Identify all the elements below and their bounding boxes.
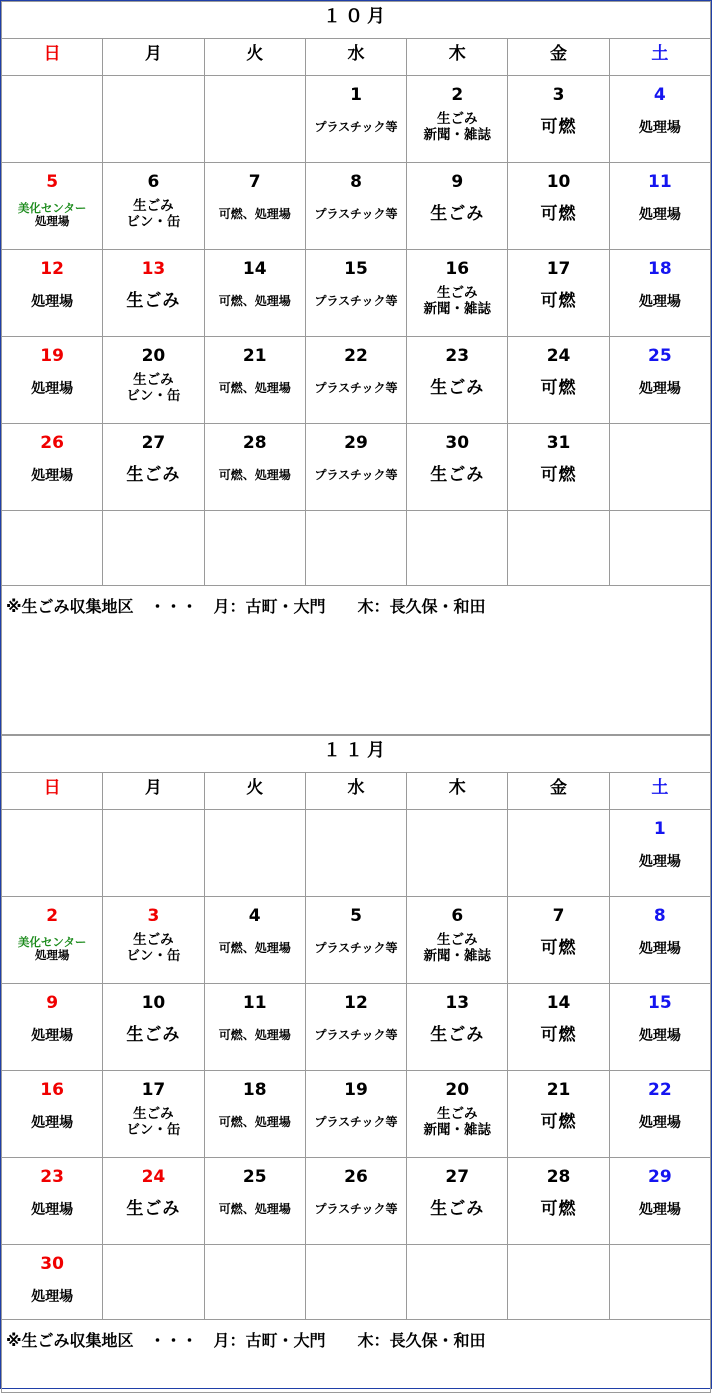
collection-label — [2, 193, 102, 237]
day-cell — [103, 1071, 204, 1158]
collection-label: 可燃、処理場 — [218, 1115, 291, 1130]
day-cell — [508, 1071, 609, 1158]
day-cell — [204, 1071, 305, 1158]
day-number: 30 — [445, 433, 470, 453]
collection-label-line2: ビン・缶 — [126, 948, 181, 964]
collection-label: 処理場 — [31, 467, 74, 484]
collection-label: プラスチック等 — [314, 1028, 398, 1043]
collection-label — [407, 280, 507, 324]
day-number: 17 — [546, 259, 571, 279]
day-number: 25 — [648, 346, 672, 366]
collection-label — [407, 1101, 507, 1145]
day-cell — [609, 76, 710, 163]
november-calendar — [1, 735, 711, 1393]
day-number: 10 — [546, 172, 571, 192]
collection-label — [2, 927, 102, 971]
collection-area-note: ※生ごみ収集地区 ・・・ 月：古町・大門 木：長久保・和田 — [2, 1320, 711, 1393]
day-number: 2 — [46, 906, 59, 926]
day-cell — [103, 76, 204, 163]
week-row — [2, 511, 711, 586]
day-number: 4 — [248, 906, 261, 926]
day-cell — [305, 76, 406, 163]
day-cell — [204, 1158, 305, 1245]
collection-label: プラスチック等 — [314, 1115, 398, 1130]
day-cell — [305, 1071, 406, 1158]
day-cell — [609, 250, 710, 337]
day-cell — [407, 897, 508, 984]
collection-label: 可燃 — [540, 378, 577, 399]
day-cell — [2, 897, 103, 984]
week-row — [2, 337, 711, 424]
day-cell — [103, 424, 204, 511]
day-cell — [508, 897, 609, 984]
day-cell — [508, 424, 609, 511]
collection-label — [103, 367, 203, 411]
weekday-header — [2, 773, 711, 810]
weekday-fri: 金 — [508, 39, 609, 76]
day-cell — [204, 1245, 305, 1320]
day-number: 7 — [248, 172, 261, 192]
day-cell — [2, 163, 103, 250]
day-cell — [103, 337, 204, 424]
weekday-thu: 木 — [407, 773, 508, 810]
collection-label: プラスチック等 — [314, 1202, 398, 1217]
collection-label-line2: 新聞・雑誌 — [423, 1122, 492, 1138]
collection-label-line1: 生ごみ — [437, 1106, 478, 1123]
collection-label-line1: 生ごみ — [437, 285, 478, 302]
day-cell — [407, 424, 508, 511]
day-cell — [204, 810, 305, 897]
collection-label: 生ごみ — [430, 1199, 485, 1220]
day-number: 29 — [648, 1167, 672, 1187]
collection-label: 生ごみ — [430, 204, 485, 225]
day-number: 3 — [147, 906, 160, 926]
day-cell — [204, 337, 305, 424]
day-number: 25 — [242, 1167, 267, 1187]
day-cell — [305, 1158, 406, 1245]
day-number: 10 — [141, 993, 166, 1013]
day-number: 20 — [141, 346, 166, 366]
day-cell — [609, 1245, 710, 1320]
collection-label: 処理場 — [638, 1114, 681, 1131]
day-cell — [407, 163, 508, 250]
day-number: 23 — [445, 346, 470, 366]
day-cell — [2, 1158, 103, 1245]
collection-label: プラスチック等 — [314, 294, 398, 309]
day-cell — [2, 76, 103, 163]
day-number: 16 — [40, 1080, 64, 1100]
collection-label: 処理場 — [31, 380, 74, 397]
collection-label: 処理場 — [638, 119, 681, 136]
day-number: 27 — [445, 1167, 470, 1187]
day-cell — [204, 424, 305, 511]
collection-label: 処理場 — [638, 853, 681, 870]
day-number: 22 — [648, 1080, 672, 1100]
day-number: 7 — [552, 906, 565, 926]
day-number: 26 — [344, 1167, 368, 1187]
day-cell — [305, 424, 406, 511]
day-number: 11 — [648, 172, 672, 192]
day-cell — [2, 1245, 103, 1320]
day-number: 24 — [546, 346, 571, 366]
week-row — [2, 1245, 711, 1320]
day-number: 11 — [242, 993, 267, 1013]
day-number: 8 — [350, 172, 362, 192]
day-number: 28 — [242, 433, 267, 453]
day-number: 8 — [653, 906, 666, 926]
collection-label: 処理場 — [638, 940, 681, 957]
collection-label: 可燃 — [540, 938, 577, 959]
day-number: 23 — [40, 1167, 64, 1187]
weekday-sat: 土 — [609, 39, 710, 76]
day-number: 9 — [451, 172, 464, 192]
day-cell — [204, 511, 305, 586]
day-cell — [103, 1245, 204, 1320]
day-number: 21 — [242, 346, 267, 366]
day-cell — [609, 511, 710, 586]
day-cell — [2, 984, 103, 1071]
collection-label-line1: 美化センター — [17, 934, 87, 949]
day-cell — [103, 163, 204, 250]
day-number: 3 — [552, 85, 565, 105]
day-cell — [508, 1158, 609, 1245]
collection-label: プラスチック等 — [314, 941, 398, 956]
day-cell — [204, 897, 305, 984]
weekday-fri: 金 — [508, 773, 609, 810]
day-cell — [407, 337, 508, 424]
day-number: 1 — [653, 819, 666, 839]
week-row — [2, 984, 711, 1071]
weekday-sat: 土 — [609, 773, 710, 810]
collection-label-line2: 新聞・雑誌 — [423, 301, 492, 317]
weekday-wed: 水 — [305, 773, 406, 810]
collection-label: 可燃、処理場 — [218, 294, 291, 309]
day-number: 17 — [141, 1080, 166, 1100]
day-cell — [407, 1158, 508, 1245]
day-cell — [508, 76, 609, 163]
day-number: 6 — [451, 906, 464, 926]
collection-label: 生ごみ — [126, 291, 181, 312]
day-cell — [204, 163, 305, 250]
day-number: 31 — [546, 433, 571, 453]
day-number: 9 — [46, 993, 59, 1013]
collection-label: 処理場 — [638, 380, 681, 397]
collection-label — [103, 1101, 203, 1145]
collection-label: 可燃 — [540, 291, 577, 312]
collection-label: プラスチック等 — [314, 207, 398, 222]
collection-label-line2: 処理場 — [34, 948, 70, 962]
day-cell — [2, 1071, 103, 1158]
collection-label-line2: 新聞・雑誌 — [423, 948, 492, 964]
collection-label-line2: ビン・缶 — [126, 388, 181, 404]
day-cell — [2, 810, 103, 897]
day-cell — [609, 984, 710, 1071]
collection-label: 処理場 — [638, 1201, 681, 1218]
week-row — [2, 250, 711, 337]
month-title: １１月 — [2, 736, 711, 773]
collection-label — [103, 193, 203, 237]
day-cell — [407, 810, 508, 897]
collection-label: 可燃 — [540, 1199, 577, 1220]
day-cell — [508, 250, 609, 337]
weekday-mon: 月 — [103, 773, 204, 810]
day-number: 4 — [653, 85, 666, 105]
week-row — [2, 810, 711, 897]
collection-label: 可燃、処理場 — [218, 207, 291, 222]
weekday-wed: 水 — [305, 39, 406, 76]
day-cell — [103, 810, 204, 897]
week-row — [2, 1071, 711, 1158]
collection-label — [407, 106, 507, 150]
day-number: 16 — [445, 259, 470, 279]
collection-label: 生ごみ — [126, 1025, 181, 1046]
collection-label-line2: ビン・缶 — [126, 214, 181, 230]
week-row — [2, 1158, 711, 1245]
day-cell — [204, 76, 305, 163]
collection-label: 生ごみ — [126, 465, 181, 486]
weekday-sun: 日 — [2, 39, 103, 76]
day-cell — [204, 250, 305, 337]
collection-label-line1: 生ごみ — [133, 372, 174, 389]
day-cell — [2, 511, 103, 586]
day-number: 18 — [242, 1080, 267, 1100]
day-cell — [103, 984, 204, 1071]
weekday-tue: 火 — [204, 773, 305, 810]
day-number: 12 — [40, 259, 64, 279]
day-number: 29 — [344, 433, 368, 453]
collection-label-line2: 処理場 — [34, 214, 70, 228]
day-number: 12 — [344, 993, 368, 1013]
day-number: 19 — [40, 346, 64, 366]
day-number: 19 — [344, 1080, 368, 1100]
collection-label: 可燃 — [540, 117, 577, 138]
collection-label-line1: 生ごみ — [133, 1106, 174, 1123]
collection-label-line2: ビン・缶 — [126, 1122, 181, 1138]
week-row — [2, 76, 711, 163]
collection-label: プラスチック等 — [314, 468, 398, 483]
day-number: 5 — [46, 172, 59, 192]
collection-label — [103, 927, 203, 971]
day-cell — [407, 250, 508, 337]
day-cell — [609, 1158, 710, 1245]
weekday-mon: 月 — [103, 39, 204, 76]
day-cell — [407, 76, 508, 163]
collection-label: 生ごみ — [430, 465, 485, 486]
day-number: 15 — [648, 993, 672, 1013]
collection-label-line1: 美化センター — [17, 200, 87, 215]
day-number: 22 — [344, 346, 368, 366]
day-cell — [103, 250, 204, 337]
day-cell — [2, 424, 103, 511]
collection-label-line1: 生ごみ — [437, 932, 478, 949]
day-cell — [305, 250, 406, 337]
week-row — [2, 897, 711, 984]
collection-label: 可燃 — [540, 204, 577, 225]
weekday-thu: 木 — [407, 39, 508, 76]
day-number: 20 — [445, 1080, 470, 1100]
day-cell — [103, 511, 204, 586]
weekday-sun: 日 — [2, 773, 103, 810]
day-cell — [204, 984, 305, 1071]
day-cell — [508, 984, 609, 1071]
day-cell — [305, 511, 406, 586]
collection-label: 可燃 — [540, 1112, 577, 1133]
day-number: 21 — [546, 1080, 571, 1100]
collection-label: 処理場 — [31, 1027, 74, 1044]
day-number: 15 — [344, 259, 368, 279]
day-cell — [508, 1245, 609, 1320]
collection-label: プラスチック等 — [314, 381, 398, 396]
collection-label: 可燃 — [540, 465, 577, 486]
day-cell — [407, 1071, 508, 1158]
week-row — [2, 424, 711, 511]
day-cell — [609, 810, 710, 897]
day-cell — [305, 337, 406, 424]
collection-area-note: ※生ごみ収集地区 ・・・ 月：古町・大門 木：長久保・和田 — [2, 586, 711, 735]
collection-label: 可燃、処理場 — [218, 381, 291, 396]
collection-label: 可燃、処理場 — [218, 941, 291, 956]
day-number: 13 — [445, 993, 470, 1013]
day-cell — [103, 897, 204, 984]
collection-label: 処理場 — [638, 1027, 681, 1044]
day-cell — [305, 810, 406, 897]
day-cell — [407, 984, 508, 1071]
week-row — [2, 163, 711, 250]
day-number: 5 — [350, 906, 362, 926]
day-cell — [508, 810, 609, 897]
day-number: 14 — [242, 259, 267, 279]
day-number: 13 — [141, 259, 166, 279]
collection-label: 生ごみ — [126, 1199, 181, 1220]
collection-label: 処理場 — [31, 1114, 74, 1131]
day-number: 30 — [40, 1254, 64, 1274]
day-number: 28 — [546, 1167, 571, 1187]
collection-label: 可燃、処理場 — [218, 468, 291, 483]
day-cell — [407, 1245, 508, 1320]
collection-label-line2: 新聞・雑誌 — [423, 127, 492, 143]
day-cell — [2, 337, 103, 424]
day-number: 27 — [141, 433, 166, 453]
day-number: 1 — [350, 85, 362, 105]
day-cell — [305, 984, 406, 1071]
collection-label: 処理場 — [638, 206, 681, 223]
day-cell — [2, 250, 103, 337]
day-cell — [508, 337, 609, 424]
day-number: 26 — [40, 433, 64, 453]
collection-label: プラスチック等 — [314, 120, 398, 135]
day-number: 18 — [648, 259, 672, 279]
day-cell — [508, 511, 609, 586]
day-number: 2 — [451, 85, 464, 105]
weekday-tue: 火 — [204, 39, 305, 76]
day-cell — [609, 163, 710, 250]
collection-label-line1: 生ごみ — [437, 111, 478, 128]
day-cell — [305, 897, 406, 984]
day-cell — [609, 1071, 710, 1158]
collection-label: 処理場 — [638, 293, 681, 310]
collection-label: 可燃、処理場 — [218, 1028, 291, 1043]
day-number: 14 — [546, 993, 571, 1013]
collection-label: 処理場 — [31, 1201, 74, 1218]
collection-label: 生ごみ — [430, 1025, 485, 1046]
day-number: 6 — [147, 172, 160, 192]
collection-label-line1: 生ごみ — [133, 198, 174, 215]
day-cell — [508, 163, 609, 250]
collection-label: 可燃 — [540, 1025, 577, 1046]
day-cell — [103, 1158, 204, 1245]
collection-label-line1: 生ごみ — [133, 932, 174, 949]
day-cell — [609, 337, 710, 424]
day-cell — [609, 897, 710, 984]
october-calendar — [1, 1, 711, 735]
day-cell — [305, 163, 406, 250]
day-cell — [609, 424, 710, 511]
collection-label: 生ごみ — [430, 378, 485, 399]
collection-label — [407, 927, 507, 971]
month-title: １０月 — [2, 2, 711, 39]
day-cell — [305, 1245, 406, 1320]
collection-label: 処理場 — [31, 293, 74, 310]
collection-label: 可燃、処理場 — [218, 1202, 291, 1217]
weekday-header — [2, 39, 711, 76]
day-number: 24 — [141, 1167, 166, 1187]
day-cell — [407, 511, 508, 586]
collection-label: 処理場 — [31, 1288, 74, 1305]
